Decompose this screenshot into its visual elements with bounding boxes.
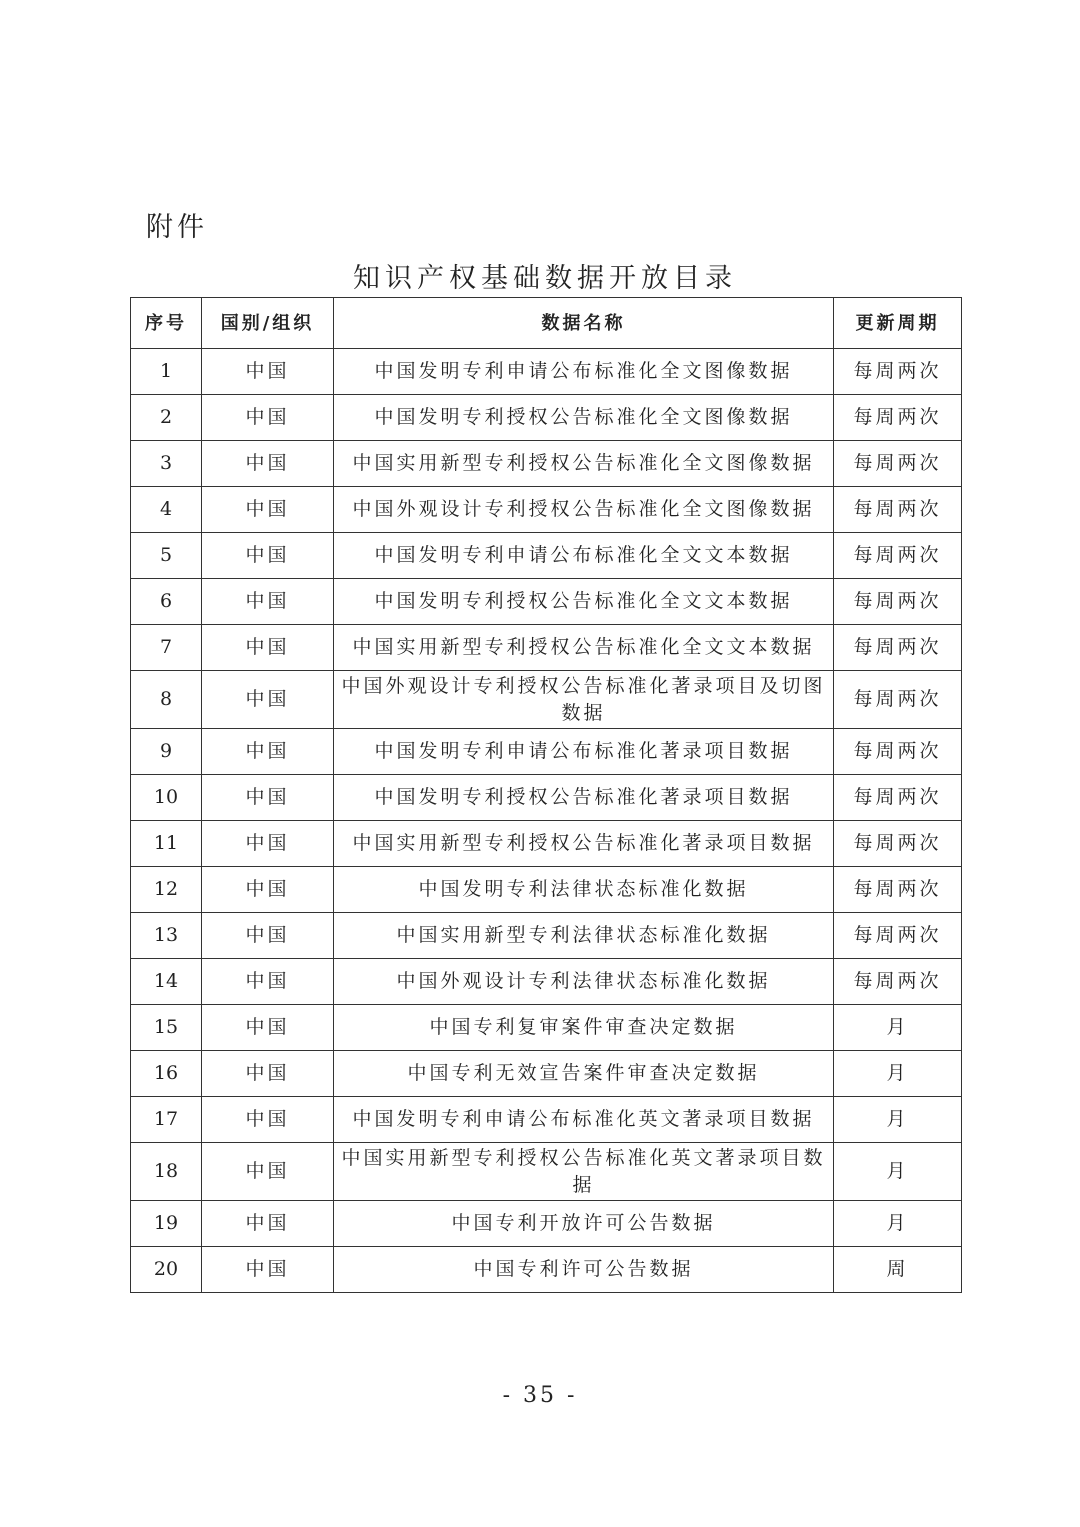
cell-update-cycle: 月: [834, 1143, 962, 1201]
header-serial: 序号: [131, 298, 202, 349]
cell-data-name: 中国专利无效宣告案件审查决定数据: [334, 1051, 834, 1097]
cell-data-name: 中国实用新型专利授权公告标准化全文文本数据: [334, 625, 834, 671]
cell-country: 中国: [202, 1143, 334, 1201]
cell-serial: 12: [131, 867, 202, 913]
table-row: [131, 487, 962, 533]
cell-country: 中国: [202, 821, 334, 867]
header-update-cycle: 更新周期: [834, 298, 962, 349]
data-catalog-table: [130, 297, 962, 1293]
cell-country: 中国: [202, 533, 334, 579]
cell-data-name: 中国发明专利申请公布标准化英文著录项目数据: [334, 1097, 834, 1143]
annex-label: 附件: [146, 212, 208, 243]
cell-serial: 6: [131, 579, 202, 625]
cell-data-name: 中国外观设计专利法律状态标准化数据: [334, 959, 834, 1005]
table-row: [131, 1097, 962, 1143]
cell-serial: 19: [131, 1201, 202, 1247]
cell-update-cycle: 每周两次: [834, 349, 962, 395]
cell-country: 中国: [202, 671, 334, 729]
cell-serial: 10: [131, 775, 202, 821]
cell-update-cycle: 每周两次: [834, 533, 962, 579]
table-row: [131, 1005, 962, 1051]
document-title: 知识产权基础数据开放目录: [353, 263, 737, 294]
cell-country: 中国: [202, 487, 334, 533]
cell-serial: 4: [131, 487, 202, 533]
cell-update-cycle: 每周两次: [834, 867, 962, 913]
table-row: [131, 959, 962, 1005]
cell-serial: 7: [131, 625, 202, 671]
table-row: [131, 1143, 962, 1201]
cell-serial: 17: [131, 1097, 202, 1143]
cell-data-name: 中国发明专利申请公布标准化著录项目数据: [334, 729, 834, 775]
cell-serial: 20: [131, 1247, 202, 1293]
cell-data-name: 中国实用新型专利授权公告标准化英文著录项目数据: [334, 1143, 834, 1201]
cell-update-cycle: 周: [834, 1247, 962, 1293]
table-row: [131, 533, 962, 579]
cell-data-name: 中国专利复审案件审查决定数据: [334, 1005, 834, 1051]
table-row: [131, 625, 962, 671]
table-row: [131, 349, 962, 395]
cell-country: 中国: [202, 395, 334, 441]
cell-country: 中国: [202, 913, 334, 959]
cell-data-name: 中国实用新型专利授权公告标准化全文图像数据: [334, 441, 834, 487]
cell-data-name: 中国专利许可公告数据: [334, 1247, 834, 1293]
table-row: [131, 1247, 962, 1293]
cell-country: 中国: [202, 729, 334, 775]
table-header-row: [131, 298, 962, 349]
cell-country: 中国: [202, 1005, 334, 1051]
table-row: [131, 441, 962, 487]
cell-serial: 16: [131, 1051, 202, 1097]
cell-update-cycle: 月: [834, 1051, 962, 1097]
cell-serial: 5: [131, 533, 202, 579]
cell-serial: 11: [131, 821, 202, 867]
cell-country: 中国: [202, 625, 334, 671]
cell-update-cycle: 每周两次: [834, 671, 962, 729]
cell-data-name: 中国外观设计专利授权公告标准化全文图像数据: [334, 487, 834, 533]
cell-serial: 13: [131, 913, 202, 959]
cell-serial: 9: [131, 729, 202, 775]
cell-data-name: 中国发明专利申请公布标准化全文文本数据: [334, 533, 834, 579]
cell-country: 中国: [202, 441, 334, 487]
cell-serial: 1: [131, 349, 202, 395]
cell-update-cycle: 每周两次: [834, 487, 962, 533]
cell-country: 中国: [202, 1097, 334, 1143]
cell-update-cycle: 每周两次: [834, 913, 962, 959]
cell-serial: 2: [131, 395, 202, 441]
cell-data-name: 中国专利开放许可公告数据: [334, 1201, 834, 1247]
table-row: [131, 671, 962, 729]
cell-update-cycle: 月: [834, 1201, 962, 1247]
table-row: [131, 579, 962, 625]
cell-update-cycle: 每周两次: [834, 579, 962, 625]
cell-country: 中国: [202, 959, 334, 1005]
cell-update-cycle: 每周两次: [834, 775, 962, 821]
table-row: [131, 821, 962, 867]
cell-serial: 8: [131, 671, 202, 729]
header-data-name: 数据名称: [334, 298, 834, 349]
cell-update-cycle: 每周两次: [834, 821, 962, 867]
cell-country: 中国: [202, 349, 334, 395]
cell-country: 中国: [202, 1051, 334, 1097]
cell-data-name: 中国外观设计专利授权公告标准化著录项目及切图数据: [334, 671, 834, 729]
cell-update-cycle: 月: [834, 1005, 962, 1051]
cell-data-name: 中国实用新型专利法律状态标准化数据: [334, 913, 834, 959]
table-row: [131, 1201, 962, 1247]
table-row: [131, 1051, 962, 1097]
cell-country: 中国: [202, 1247, 334, 1293]
cell-country: 中国: [202, 1201, 334, 1247]
cell-update-cycle: 月: [834, 1097, 962, 1143]
page-number: - 35 -: [502, 1383, 578, 1408]
table-row: [131, 395, 962, 441]
cell-country: 中国: [202, 579, 334, 625]
cell-data-name: 中国发明专利授权公告标准化著录项目数据: [334, 775, 834, 821]
cell-data-name: 中国实用新型专利授权公告标准化著录项目数据: [334, 821, 834, 867]
cell-update-cycle: 每周两次: [834, 959, 962, 1005]
cell-serial: 3: [131, 441, 202, 487]
cell-data-name: 中国发明专利授权公告标准化全文图像数据: [334, 395, 834, 441]
cell-update-cycle: 每周两次: [834, 395, 962, 441]
table-row: [131, 867, 962, 913]
cell-serial: 15: [131, 1005, 202, 1051]
cell-country: 中国: [202, 867, 334, 913]
cell-data-name: 中国发明专利法律状态标准化数据: [334, 867, 834, 913]
cell-data-name: 中国发明专利授权公告标准化全文文本数据: [334, 579, 834, 625]
table-row: [131, 729, 962, 775]
cell-serial: 18: [131, 1143, 202, 1201]
cell-data-name: 中国发明专利申请公布标准化全文图像数据: [334, 349, 834, 395]
table-row: [131, 775, 962, 821]
table-row: [131, 913, 962, 959]
cell-update-cycle: 每周两次: [834, 729, 962, 775]
cell-update-cycle: 每周两次: [834, 441, 962, 487]
header-country: 国别/组织: [202, 298, 334, 349]
cell-update-cycle: 每周两次: [834, 625, 962, 671]
cell-country: 中国: [202, 775, 334, 821]
cell-serial: 14: [131, 959, 202, 1005]
